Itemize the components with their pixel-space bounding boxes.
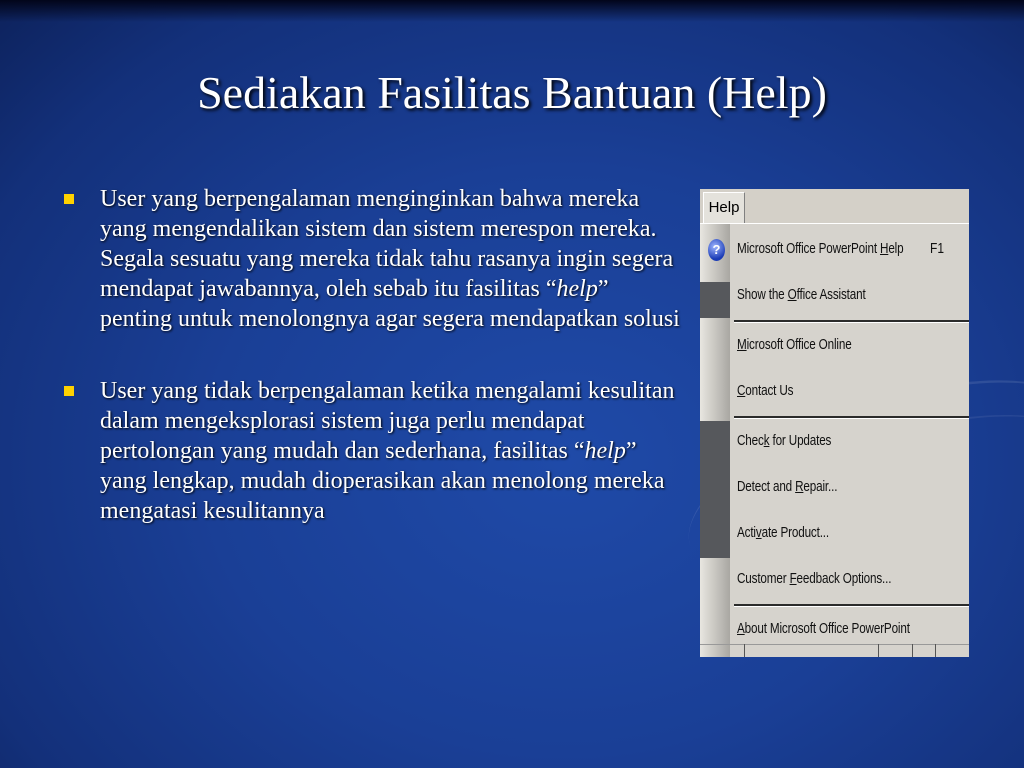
menu-item-check-updates[interactable]: Check for Updates: [737, 432, 832, 449]
bullet-item: [62, 376, 682, 526]
menu-item-powerpoint-help[interactable]: Microsoft Office PowerPoint Help: [737, 240, 904, 257]
help-menu-screenshot: [700, 189, 969, 657]
menu-item-activate-product[interactable]: Activate Product...: [737, 524, 830, 541]
divider: [935, 644, 936, 657]
divider: [878, 644, 879, 657]
menu-item-detect-repair[interactable]: Detect and Repair...: [737, 478, 838, 495]
menu-separator: [734, 320, 969, 323]
menu-separator: [734, 416, 969, 419]
bullet-text: ” yang lengkap, mudah dioperasikan akan menolong mereka mengatasi kesulitannya: [100, 438, 665, 524]
bullet-emphasis: help: [584, 438, 626, 464]
status-strip: [700, 644, 969, 657]
help-question-icon: ?: [708, 239, 725, 261]
bullet-emphasis: help: [556, 276, 598, 302]
square-bullet-icon: [64, 386, 74, 396]
bullet-text: User yang berpengalaman menginginkan bahwa mereka yang mengendalikan sistem dan sistem merespon mereka. Segala sesuatu yang mereka tidak tahu rasanya ingin segera mendapat jawabannya, oleh sebab itu fasilitas “: [100, 186, 674, 302]
bullet-list: [62, 184, 682, 568]
menu-item-customer-feedback[interactable]: Customer Feedback Options...: [737, 570, 892, 587]
bullet-item: [62, 184, 682, 334]
square-bullet-icon: [64, 194, 74, 204]
menu-item-contact-us[interactable]: Contact Us: [737, 382, 794, 399]
menu-help[interactable]: Help: [703, 192, 745, 223]
bullet-text: User yang tidak berpengalaman ketika mengalami kesulitan dalam mengeksplorasi sistem juga perlu mendapat pertolongan yang mudah dan sederhana, fasilitas “: [100, 378, 675, 464]
gutter-shade: [700, 282, 730, 318]
shortcut-f1: F1: [930, 240, 945, 257]
menu-item-office-online[interactable]: Microsoft Office Online: [737, 336, 852, 353]
bullet-text: ” penting untuk menolongnya agar segera mendapatkan solusi: [100, 276, 680, 332]
top-dark-band: [0, 0, 1024, 22]
menu-separator: [734, 604, 969, 607]
menu-item-about-powerpoint[interactable]: About Microsoft Office PowerPoint: [737, 620, 910, 637]
slide-title: Sediakan Fasilitas Bantuan (Help): [197, 67, 827, 118]
gutter-shade: [700, 421, 730, 558]
menu-item-office-assistant[interactable]: Show the Office Assistant: [737, 286, 866, 303]
menu-bar: [700, 189, 969, 224]
divider: [912, 644, 913, 657]
divider: [744, 644, 745, 657]
